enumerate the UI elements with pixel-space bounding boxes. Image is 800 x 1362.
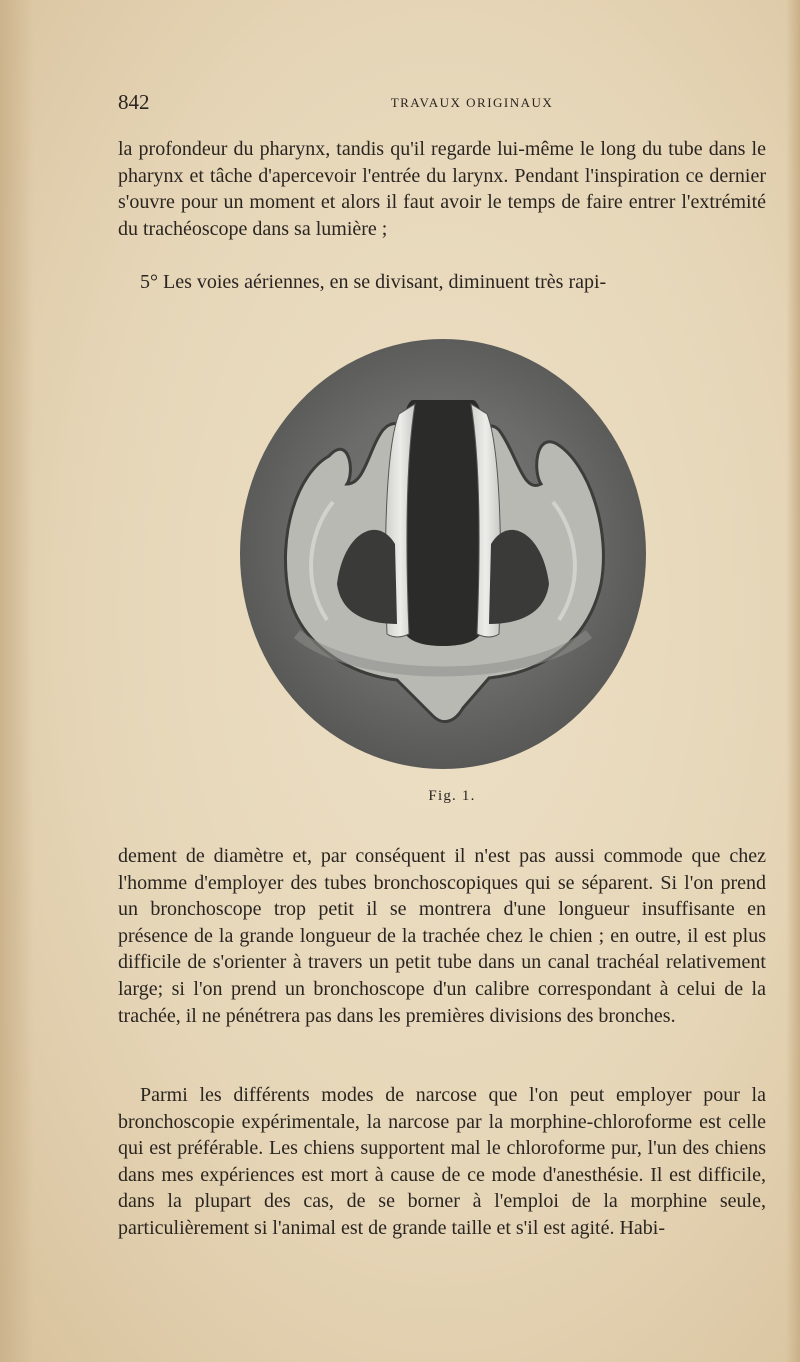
paragraph-point-5: 5° Les voies aériennes, en se divisant, diminuent très rapi- [140, 271, 607, 293]
paragraph-narcosis: Parmi les différents modes de narcose que l'on peut employer pour la bronchoscopie expérimentale, la narcose par la morphine-chloroforme est celle qui est préférable. Les chiens supportent mal le chloroforme pur, l'un des chiens dans mes expériences est mort à cause de ce mode d'anesthésie. Il est difficile, dans la plupart des cas, de se borner à l'emploi de la morphine seule, particulièrement si l'animal est de grande taille et s'il est agité. Habi- [118, 1084, 766, 1239]
glottis-opening [399, 400, 487, 646]
page-number: 842 [118, 90, 150, 114]
page-header [118, 90, 766, 120]
figure-caption: Fig. 1. [428, 788, 476, 804]
page-edge-shadow-right [786, 0, 800, 1362]
page-edge-shadow-left [0, 0, 34, 1362]
figure-larynx-illustration [237, 334, 649, 772]
running-title: TRAVAUX ORIGINAUX [390, 95, 554, 110]
paragraph-continuation: la profondeur du pharynx, tandis qu'il regarde lui-même le long du tube dans le pharynx et tâche d'apercevoir l'entrée du larynx. Pendant l'inspiration ce dernier s'ouvre pour un moment et alors il faut avoir le temps de faire entrer l'extrémité du trachéoscope dans sa lumière ; [118, 138, 766, 240]
paragraph-bronchoscope-size: dement de diamètre et, par conséquent il n'est pas aussi commode que chez l'homme d'employer des tubes bronchoscopiques qui se séparent. Si l'on prend un bronchoscope trop petit il se montrera d'une longueur insuffisante en présence de la grande longueur de la trachée chez le chien ; en outre, il est plus difficile de s'orienter à travers un petit tube dans un canal trachéal relativement large; si l'on prend un bronchoscope d'un calibre correspondant à celui de la trachée, il ne pénétrera pas dans les premières divisions des bronches. [118, 845, 766, 1027]
larynx-drawing [237, 334, 649, 772]
